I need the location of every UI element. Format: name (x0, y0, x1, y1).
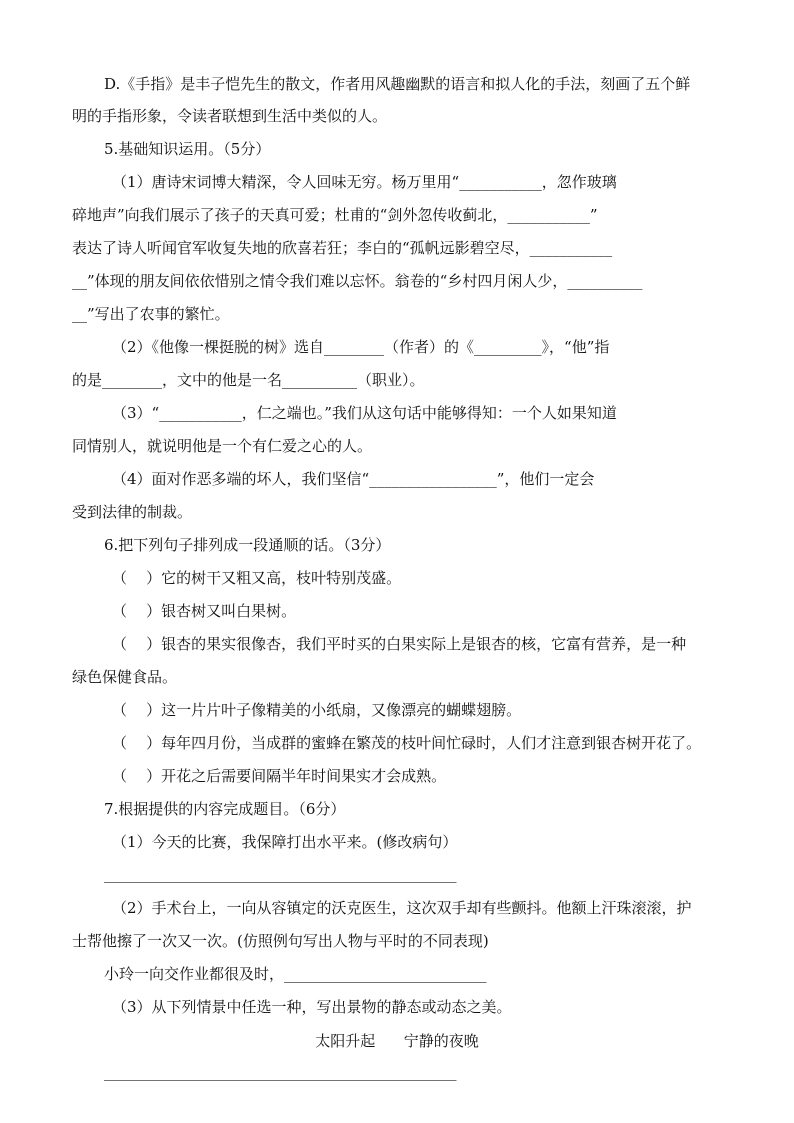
q7-options: 太阳升起 宁静的夜晚 (315, 1032, 479, 1050)
q5-part3-line: （3）“___________，仁之端也。”我们从这句话中能够得知：一个人如果知道 (112, 404, 617, 422)
q7-sub-2-prompt[interactable]: 小玲一向交作业都很及时，___________________________ (104, 965, 487, 983)
q5-part1-line: __”体现的朋友间依依惜别之情令我们难以忘怀。翁卷的“乡村四月闲人少，__________ (72, 272, 643, 290)
q6-sentence: （ ）银杏树又叫白果树。 (112, 602, 297, 620)
q6-sentence: （ ）银杏的果实很像杏，我们平时买的白果实际上是银杏的核，它富有营养，是一种 (112, 635, 687, 653)
q5-part1-line: __”写出了农事的繁忙。 (72, 305, 230, 323)
q5-part4-line: 受到法律的制裁。 (72, 503, 193, 521)
q6-sentence: （ ）开花之后需要间隔半年时间果实才会成熟。 (112, 767, 447, 785)
q7-sub-3: （3）从下列情景中任选一种，写出景物的静态或动态之美。 (112, 998, 512, 1016)
q6-sentence: 绿色保健食品。 (72, 668, 178, 686)
question-7-title: 7.根据提供的内容完成题目。（6分） (104, 800, 346, 818)
q5-part4-line: （4）面对作恶多端的坏人，我们坚信“_________________”，他们一定会 (112, 470, 595, 488)
q5-part1-line: 表达了诗人听闻官军收复失地的欣喜若狂；李白的“孤帆远影碧空尽，___________ (72, 239, 613, 257)
answer-line[interactable]: _______________________________________________ (104, 865, 457, 883)
q7-sub-2-line: （2）手术台上，一向从容镇定的沃克医生，这次双手却有些颤抖。他额上汗珠滚滚，护 (112, 899, 692, 917)
q7-sub-2-line: 士帮他擦了一次又一次。(仿照例句写出人物与平时的不同表现) (72, 932, 489, 950)
q7-sub-1: （1）今天的比赛，我保障打出水平来。(修改病句） (112, 833, 458, 851)
q6-sentence: （ ）它的树干又粗又高，枝叶特别茂盛。 (112, 569, 402, 587)
q5-part2-line: （2）《他像一棵挺脱的树》选自________（作者）的《_________》，“他”指 (112, 338, 610, 356)
q6-sentence: （ ）每年四月份，当成群的蜜蜂在繁茂的枝叶间忙碌时，人们才注意到银杏树开花了。 (112, 734, 702, 752)
q5-part1-line: （1）唐诗宋词博大精深，令人回味无穷。杨万里用“___________，忽作玻璃 (112, 173, 617, 191)
question-5-title: 5.基础知识运用。（5分） (104, 140, 271, 158)
q5-part1-line: 碎地声”向我们展示了孩子的天真可爱；杜甫的“剑外忽传收蓟北，___________” (72, 206, 598, 224)
answer-line[interactable]: _______________________________________________ (104, 1063, 457, 1081)
option-d-line-2: 明的手指形象，令读者联想到生活中类似的人。 (72, 107, 388, 125)
q5-part3-line: 同情别人，就说明他是一个有仁爱之心的人。 (72, 437, 373, 455)
question-6-title: 6.把下列句子排列成一段通顺的话。（3分） (104, 536, 391, 554)
q6-sentence: （ ）这一片片叶子像精美的小纸扇，又像漂亮的蝴蝶翅膀。 (112, 701, 522, 719)
option-d-line-1: D.《手指》是丰子恺先生的散文，作者用风趣幽默的语言和拟人化的手法，刻画了五个鲜 (104, 75, 691, 93)
q5-part2-line: 的是________，文中的他是一名__________（职业）。 (72, 371, 425, 389)
